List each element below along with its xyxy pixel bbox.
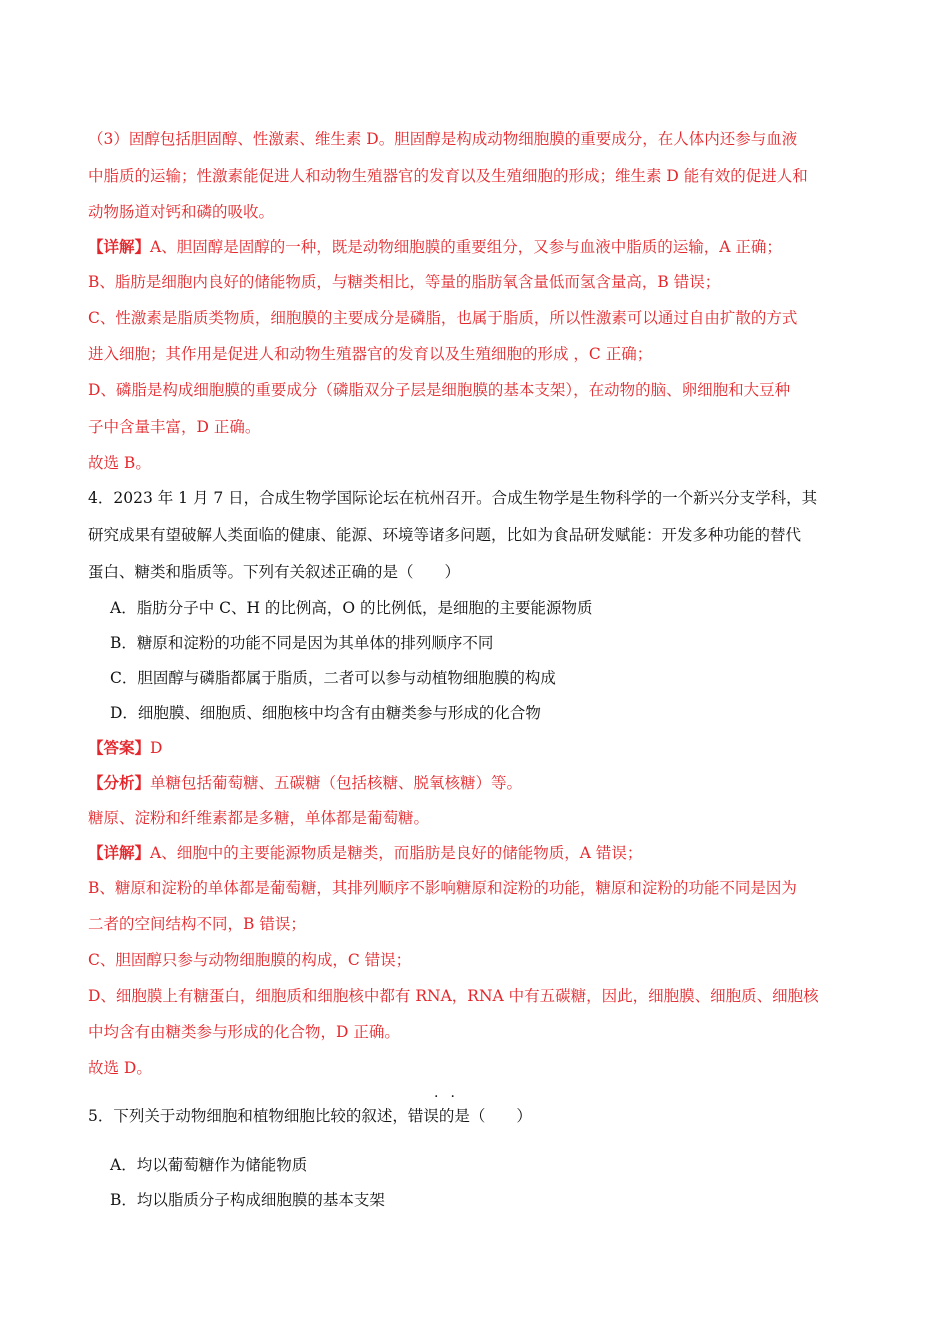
q3-detail-c-line-1: C、性激素是脂质类物质，细胞膜的主要成分是磷脂，也属于脂质，所以性激素可以通过自由扩散的方式 <box>88 309 798 327</box>
answer-value: D <box>150 739 163 757</box>
detail-label: 【详解】 <box>88 237 151 256</box>
emphasis-dots: ·· <box>434 1089 467 1105</box>
answer-label: 【答案】 <box>88 738 151 757</box>
q4-detail-b-line-2: 二者的空间结构不同，B 错误； <box>88 915 306 933</box>
q5-option-a: A．均以葡萄糖作为储能物质 <box>110 1156 308 1174</box>
q5-stem-suffix: 的是（ ） <box>438 1107 532 1125</box>
q3-detail-d-line-1: D、磷脂是构成细胞膜的重要成分（磷脂双分子层是细胞膜的基本支架），在动物的脑、卵细胞和大豆种 <box>88 381 791 399</box>
q3-analysis-line-2: 中脂质的运输；性激素能促进人和动物生殖器官的发育以及生殖细胞的形成；维生素 D 能有效的促进人和 <box>88 167 808 185</box>
q4-option-b: B．糖原和淀粉的功能不同是因为其单体的排列顺序不同 <box>110 634 494 652</box>
analysis-label: 【分析】 <box>88 773 151 792</box>
q4-conclusion: 故选 D。 <box>88 1059 152 1077</box>
q3-analysis-line-3: 动物肠道对钙和磷的吸收。 <box>88 203 275 221</box>
q3-conclusion: 故选 B。 <box>88 454 151 472</box>
detail-label: 【详解】 <box>88 843 151 862</box>
q5-stem-prefix: 5．下列关于动物细胞和植物细胞比较的叙述， <box>88 1107 408 1125</box>
q4-analysis-line-1 <box>88 772 868 794</box>
q4-detail-c: C、胆固醇只参与动物细胞膜的构成，C 错误； <box>88 951 412 969</box>
q3-detail-a <box>88 236 868 258</box>
q4-option-c: C．胆固醇与磷脂都属于脂质，二者可以参与动植物细胞膜的构成 <box>110 669 556 687</box>
q5-option-b: B．均以脂质分子构成细胞膜的基本支架 <box>110 1191 385 1209</box>
q4-stem-line-3: 蛋白、糖类和脂质等。下列有关叙述正确的是（ ） <box>88 563 461 581</box>
q4-option-d: D．细胞膜、细胞质、细胞核中均含有由糖类参与形成的化合物 <box>110 704 541 722</box>
q3-detail-a-text: A、胆固醇是固醇的一种，既是动物细胞膜的重要组分，又参与血液中脂质的运输，A 正确； <box>150 238 782 256</box>
q4-detail-d-line-2: 中均含有由糖类参与形成的化合物，D 正确。 <box>88 1023 400 1041</box>
q4-analysis-line-2: 糖原、淀粉和纤维素都是多糖，单体都是葡萄糖。 <box>88 809 430 827</box>
q4-detail-a-text: A、细胞中的主要能源物质是糖类，而脂肪是良好的储能物质，A 错误； <box>150 844 643 862</box>
q4-detail-d-line-1: D、细胞膜上有糖蛋白，细胞质和细胞核中都有 RNA，RNA 中有五碳糖，因此，细胞膜、细胞质、细胞核 <box>88 987 819 1005</box>
q4-stem-line-1: 4．2023 年 1 月 7 日，合成生物学国际论坛在杭州召开。合成生物学是生物科学的一个新兴分支学科，其 <box>88 489 818 507</box>
q4-analysis-text: 单糖包括葡萄糖、五碳糖（包括核糖、脱氧核糖）等。 <box>150 774 523 792</box>
q4-stem-line-2: 研究成果有望破解人类面临的健康、能源、环境等诸多问题，比如为食品研发赋能：开发多种功能的替代 <box>88 526 802 544</box>
q3-analysis-line-1: （3）固醇包括胆固醇、性激素、维生素 D。胆固醇是构成动物细胞膜的重要成分，在人体内还参与血液 <box>88 130 798 148</box>
q3-detail-c-line-2: 进入细胞；其作用是促进人和动物生殖器官的发育以及生殖细胞的形成 ，C 正确； <box>88 345 653 363</box>
q3-detail-d-line-2: 子中含量丰富，D 正确。 <box>88 418 261 436</box>
q5-stem-emphasis: 错误 <box>407 1107 439 1125</box>
q4-detail-b-line-1: B、糖原和淀粉的单体都是葡萄糖，其排列顺序不影响糖原和淀粉的功能，糖原和淀粉的功能不同是因为 <box>88 879 797 897</box>
q5-stem <box>88 1105 868 1127</box>
q4-option-a: A．脂肪分子中 C、H 的比例高，O 的比例低，是细胞的主要能源物质 <box>110 599 593 617</box>
q4-detail-a <box>88 842 868 864</box>
q4-answer <box>88 737 868 759</box>
q3-detail-b: B、脂肪是细胞内良好的储能物质，与糖类相比，等量的脂肪氧含量低而氢含量高，B 错误； <box>88 273 721 291</box>
